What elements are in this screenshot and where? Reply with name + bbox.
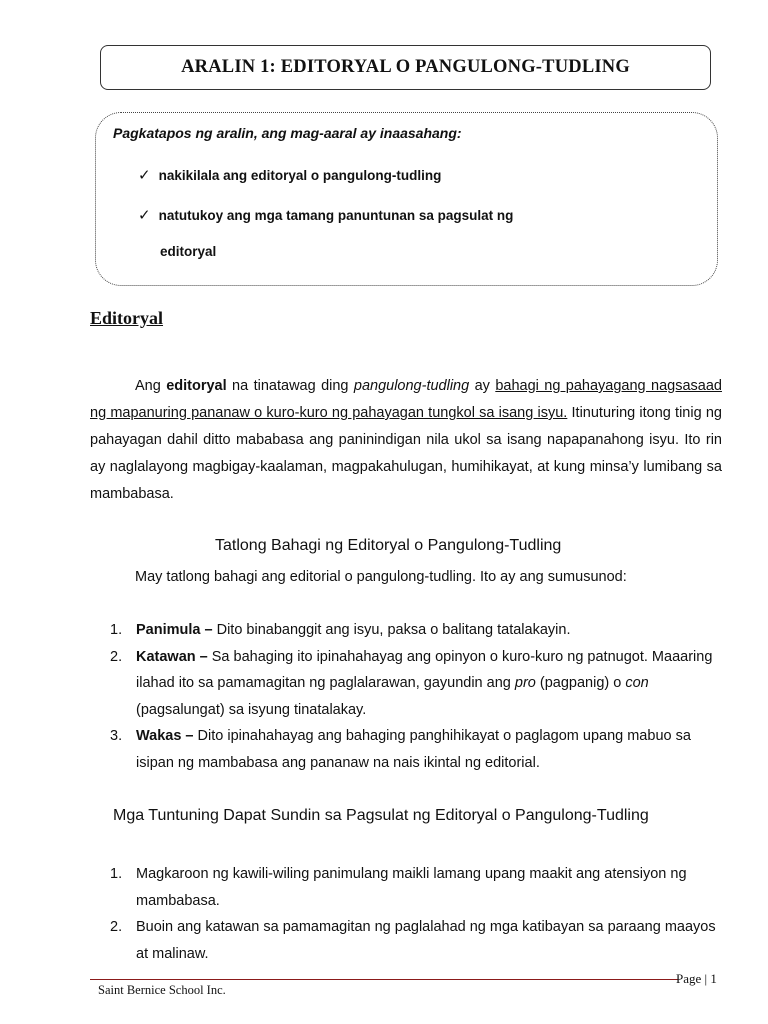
part-text: Dito binabanggit ang isyu, paksa o balitang tatalakayin. [212,622,571,638]
para-text: Ang [135,378,167,394]
para-text: Itinuturing itong tinig ng pahayagan dahil ditto mababasa ang paninindigan nila ukol sa isang napapanahong isyu. Ito rin ay naglalayong magbigay-kaalaman, magpakahulugan, humihikayat, at kung minsa’y lumibang sa mambabasa. [90,405,722,502]
checkmark-icon: ✓ [138,166,151,184]
underlined-definition: bahagi ng pahayagang nagsasaad ng mapanuring pananaw o kuro-kuro ng pahayagan tungkol sa isang isyu. [90,378,722,421]
objective-item [138,166,441,184]
term-pro: pro [514,675,536,691]
parts-heading: Tatlong Bahagi ng Editoryal o Pangulong-Tudling [215,537,562,554]
part-text: (pagpanig) o [535,675,626,691]
part-term: Katawan – [136,648,208,665]
list-item [90,914,722,967]
list-item [90,723,722,776]
part-text: (pagsalungat) sa isyung tinatalakay. [136,701,367,718]
definition-paragraph [90,373,722,508]
list-number: 1. [110,622,123,638]
list-item [90,617,722,644]
objective-text: natutukoy ang mga tamang panuntunan sa pagsulat ng [158,208,514,223]
part-text: Sa bahaging ito ipinahahayag ang opinyon o kuro-kuro ng patnugot. Maaaring ilahad ito sa pamamagitan ng paglalarawan, gayundin ang [136,648,713,691]
para-text: na tinatawag ding [226,378,354,394]
list-item [90,644,722,724]
rules-heading: Mga Tuntuning Dapat Sundin sa Pagsulat ng Editoryal o Pangulong-Tudling [113,807,649,824]
page-number: Page | 1 [676,971,717,986]
parts-intro: May tatlong bahagi ang editorial o pangulong-tudling. Ito ay ang sumusunod: [135,569,627,585]
lesson-title: ARALIN 1: EDITORYAL O PANGULONG-TUDLING [181,57,630,77]
lesson-title-box [100,45,711,90]
school-name: Saint Bernice School Inc. [98,983,226,997]
term-con: con [625,675,649,691]
objective-text: nakikilala ang editoryal o pangulong-tudling [158,168,442,183]
rules-list [90,861,722,967]
objective-item [138,206,513,224]
part-text: Dito ipinahahayag ang bahaging panghihikayat o paglagom upang mabuo sa isipan ng mambabasa ang pananaw na nais ikintal ng editorial. [136,728,691,771]
rule-text: Magkaroon ng kawili-wiling panimulang maikli lamang upang maakit ang atensiyon ng mambabasa. [136,866,687,909]
list-item [90,861,722,914]
list-number: 1. [110,866,123,882]
objectives-box [95,112,718,286]
footer-rule [90,979,678,980]
term-editoryal: editoryal [166,378,227,394]
part-term: Wakas – [136,728,194,744]
part-term: Panimula – [136,622,213,638]
objectives-intro: Pagkatapos ng aralin, ang mag-aaral ay inaasahang: [113,125,462,141]
list-number: 2. [110,919,123,935]
parts-list [90,617,722,776]
term-pangulong-tudling: pangulong-tudling [353,378,470,394]
checkmark-icon: ✓ [138,206,151,224]
rule-text: Buoin ang katawan sa pamamagitan ng paglalahad ng mga katibayan sa paraang maayos at malinaw. [136,919,716,962]
list-number: 3. [110,728,123,744]
objective-text-continued: editoryal [160,244,217,259]
list-number: 2. [110,648,123,665]
para-text: ay [469,378,496,394]
section-heading: Editoryal [90,308,164,328]
